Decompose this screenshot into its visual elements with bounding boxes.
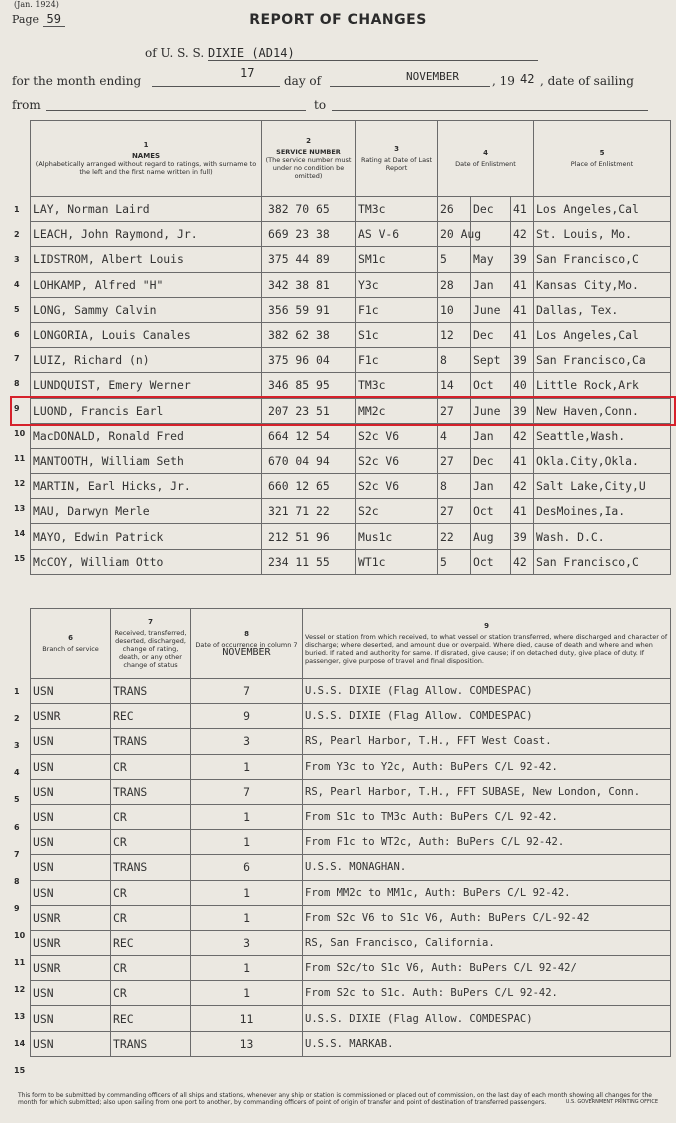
service-number-cell: 375 96 04: [262, 348, 356, 373]
day-of-label: day of: [284, 74, 322, 88]
branch-cell: USN: [31, 830, 111, 855]
service-number-cell: 321 71 22: [262, 499, 356, 524]
service-number-cell: 382 70 65: [262, 197, 356, 222]
status-row: [31, 981, 671, 1006]
name-cell: LIDSTROM, Albert Louis: [31, 247, 262, 272]
enlist-day-cell: 8: [438, 474, 471, 499]
rating-cell: Mus1c: [356, 524, 438, 549]
year-prefix: , 19: [492, 74, 515, 88]
place-cell: Salt Lake,City,U: [534, 474, 671, 499]
rating-cell: TM3c: [356, 197, 438, 222]
row-number: 14: [14, 528, 26, 538]
branch-cell: USN: [31, 754, 111, 779]
enlist-year-cell: 40: [511, 373, 534, 398]
enlist-month-cell: Sept: [471, 348, 511, 373]
enlist-year-cell: 39: [511, 524, 534, 549]
service-number-cell: 664 12 54: [262, 423, 356, 448]
date-cell: 7: [191, 679, 303, 704]
service-number-cell: 207 23 51: [262, 398, 356, 423]
status-row: [31, 830, 671, 855]
name-cell: LONGORIA, Louis Canales: [31, 322, 262, 347]
row-number: 5: [14, 795, 20, 805]
status-cell: CR: [111, 754, 191, 779]
personnel-row: [31, 348, 671, 373]
service-number-cell: 669 23 38: [262, 222, 356, 247]
date-cell: 9: [191, 704, 303, 729]
row-number: 9: [14, 404, 20, 414]
rating-cell: AS V-6: [356, 222, 438, 247]
personnel-row: [31, 272, 671, 297]
name-cell: MacDONALD, Ronald Fred: [31, 423, 262, 448]
service-number-cell: 660 12 65: [262, 474, 356, 499]
enlist-month-cell: Oct: [471, 373, 511, 398]
branch-cell: USN: [31, 880, 111, 905]
status-row: [31, 1031, 671, 1056]
place-cell: Okla.City,Okla.: [534, 448, 671, 473]
row-number: 6: [14, 329, 20, 339]
enlist-year-cell: 41: [511, 197, 534, 222]
date-cell: 1: [191, 880, 303, 905]
rating-cell: F1c: [356, 348, 438, 373]
rating-cell: MM2c: [356, 398, 438, 423]
place-cell: Dallas, Tex.: [534, 297, 671, 322]
enlist-month-cell: Dec: [471, 197, 511, 222]
enlist-year-cell: 41: [511, 272, 534, 297]
status-cell: CR: [111, 981, 191, 1006]
row-number: 8: [14, 379, 20, 389]
remarks-cell: RS, San Francisco, California.: [303, 930, 671, 955]
enlist-month-cell: Dec: [471, 322, 511, 347]
date-cell: 1: [191, 804, 303, 829]
remarks-cell: From MM2c to MM1c, Auth: BuPers C/L 92-42.: [303, 880, 671, 905]
enlistment-date-header: 4 Date of Enlistment: [438, 121, 534, 197]
row-number: 2: [14, 229, 20, 239]
name-cell: LUIZ, Richard (n): [31, 348, 262, 373]
page-number: 59: [43, 12, 65, 27]
personnel-row: [31, 297, 671, 322]
remarks-cell: From S1c to TM3c Auth: BuPers C/L 92-42.: [303, 804, 671, 829]
rating-header: 3 Rating at Date of Last Report: [356, 121, 438, 197]
service-number-header: 2 SERVICE NUMBER (The service number must under no condition be omitted): [262, 121, 356, 197]
enlist-day-cell: 5: [438, 549, 471, 574]
place-cell: Kansas City,Mo.: [534, 272, 671, 297]
remarks-cell: From S2c V6 to S1c V6, Auth: BuPers C/L-92-42: [303, 905, 671, 930]
place-cell: Los Angeles,Cal: [534, 197, 671, 222]
personnel-row: [31, 549, 671, 574]
row-number: 13: [14, 503, 26, 513]
name-cell: LONG, Sammy Calvin: [31, 297, 262, 322]
service-number-cell: 375 44 89: [262, 247, 356, 272]
enlist-day-cell: 27: [438, 398, 471, 423]
date-cell: 3: [191, 729, 303, 754]
status-change-table: [30, 608, 671, 1057]
personnel-row: [31, 423, 671, 448]
day-value: 17: [240, 66, 255, 80]
names-header: 1 NAMES (Alphabetically arranged without regard to ratings, with surname to the left and the first name written in full): [31, 121, 262, 197]
enlist-month-cell: Jan: [471, 272, 511, 297]
row-number: 7: [14, 354, 20, 364]
name-cell: LUOND, Francis Earl: [31, 398, 262, 423]
status-cell: TRANS: [111, 1031, 191, 1056]
rating-cell: S2c V6: [356, 423, 438, 448]
branch-header: 6 Branch of service: [31, 609, 111, 679]
row-number: 12: [14, 985, 26, 995]
enlist-month-cell: Aug: [471, 524, 511, 549]
row-number: 15: [14, 1066, 26, 1076]
status-row: [31, 704, 671, 729]
status-header: 7 Received, transferred, deserted, discharged, change of rating, death, or any other change of status: [111, 609, 191, 679]
from-label: from: [12, 98, 41, 112]
remarks-cell: From S2c to S1c. Auth: BuPers C/L 92-42.: [303, 981, 671, 1006]
rating-cell: S1c: [356, 322, 438, 347]
service-number-cell: 342 38 81: [262, 272, 356, 297]
enlist-month-cell: Oct: [471, 549, 511, 574]
name-cell: LEACH, John Raymond, Jr.: [31, 222, 262, 247]
status-cell: CR: [111, 880, 191, 905]
status-cell: TRANS: [111, 729, 191, 754]
row-number: 14: [14, 1039, 26, 1049]
remarks-cell: RS, Pearl Harbor, T.H., FFT West Coast.: [303, 729, 671, 754]
enlist-month-cell: Oct: [471, 499, 511, 524]
row-number: 4: [14, 768, 20, 778]
month-ending-label: for the month ending: [12, 74, 142, 88]
row-number: 10: [14, 429, 26, 439]
status-row: [31, 930, 671, 955]
row-number: 1: [14, 205, 20, 214]
date-cell: 13: [191, 1031, 303, 1056]
enlist-year-cell: 39: [511, 247, 534, 272]
name-cell: MAU, Darwyn Merle: [31, 499, 262, 524]
place-cell: St. Louis, Mo.: [534, 222, 671, 247]
enlist-day-cell: 10: [438, 297, 471, 322]
row-number: 9: [14, 903, 20, 913]
name-cell: MANTOOTH, William Seth: [31, 448, 262, 473]
to-label: to: [314, 98, 327, 112]
place-cell: San Francisco,C: [534, 549, 671, 574]
branch-cell: USN: [31, 981, 111, 1006]
status-cell: REC: [111, 1006, 191, 1031]
name-cell: McCOY, William Otto: [31, 549, 262, 574]
enlist-year-cell: 39: [511, 348, 534, 373]
personnel-row: [31, 322, 671, 347]
place-cell: DesMoines,Ia.: [534, 499, 671, 524]
personnel-table: [30, 120, 671, 575]
highlighted-row-box: [10, 396, 676, 426]
remarks-cell: From S2c/to S1c V6, Auth: BuPers C/L 92-42/: [303, 956, 671, 981]
status-row: [31, 855, 671, 880]
rating-cell: S2c V6: [356, 448, 438, 473]
enlist-month-cell: Jan: [471, 474, 511, 499]
enlist-year-cell: 42: [511, 222, 534, 247]
date-header: 8 Date of occurrence in column 7 NOVEMBER: [191, 609, 303, 679]
enlist-year-cell: 41: [511, 499, 534, 524]
place-cell: Los Angeles,Cal: [534, 322, 671, 347]
status-cell: CR: [111, 804, 191, 829]
personnel-row: [31, 524, 671, 549]
rating-cell: SM1c: [356, 247, 438, 272]
status-row: [31, 956, 671, 981]
date-cell: 3: [191, 930, 303, 955]
place-cell: New Haven,Conn.: [534, 398, 671, 423]
status-cell: TRANS: [111, 855, 191, 880]
name-cell: MAYO, Edwin Patrick: [31, 524, 262, 549]
enlist-year-cell: 42: [511, 549, 534, 574]
service-number-cell: 346 85 95: [262, 373, 356, 398]
footer-note: [18, 1092, 658, 1106]
personnel-row: [31, 373, 671, 398]
name-cell: LAY, Norman Laird: [31, 197, 262, 222]
row-number: 15: [14, 553, 26, 563]
row-number: 8: [14, 876, 20, 886]
branch-cell: USN: [31, 804, 111, 829]
place-cell: San Francisco,C: [534, 247, 671, 272]
date-cell: 1: [191, 956, 303, 981]
date-cell: 1: [191, 830, 303, 855]
rating-cell: S2c: [356, 499, 438, 524]
remarks-cell: U.S.S. DIXIE (Flag Allow. COMDESPAC): [303, 704, 671, 729]
branch-cell: USNR: [31, 930, 111, 955]
enlist-month-cell: Dec: [471, 448, 511, 473]
date-of-sailing-label: , date of sailing: [540, 74, 634, 88]
enlist-day-cell: 20 Aug: [438, 222, 471, 247]
branch-cell: USN: [31, 679, 111, 704]
row-number: 11: [14, 958, 26, 967]
place-cell: Little Rock,Ark: [534, 373, 671, 398]
status-row: [31, 880, 671, 905]
rating-cell: F1c: [356, 297, 438, 322]
status-cell: CR: [111, 905, 191, 930]
status-cell: REC: [111, 930, 191, 955]
personnel-row: [31, 197, 671, 222]
remarks-cell: From Y3c to Y2c, Auth: BuPers C/L 92-42.: [303, 754, 671, 779]
service-number-cell: 382 62 38: [262, 322, 356, 347]
status-row: [31, 804, 671, 829]
branch-cell: USN: [31, 779, 111, 804]
personnel-row: [31, 474, 671, 499]
row-number: 13: [14, 1012, 26, 1022]
personnel-row: [31, 499, 671, 524]
row-number: 6: [14, 822, 20, 832]
printer-credit: U.S. GOVERNMENT PRINTING OFFICE: [565, 1099, 658, 1105]
page-title: REPORT OF CHANGES: [249, 12, 427, 28]
service-number-cell: 234 11 55: [262, 549, 356, 574]
remarks-cell: RS, Pearl Harbor, T.H., FFT SUBASE, New London, Conn.: [303, 779, 671, 804]
enlist-year-cell: 41: [511, 448, 534, 473]
enlist-year-cell: 41: [511, 322, 534, 347]
enlist-month-cell: June: [471, 398, 511, 423]
enlist-year-cell: 42: [511, 423, 534, 448]
status-row: [31, 905, 671, 930]
enlist-day-cell: 8: [438, 348, 471, 373]
ship-line: [145, 46, 538, 61]
remarks-cell: U.S.S. MARKAB.: [303, 1031, 671, 1056]
enlist-day-cell: 28: [438, 272, 471, 297]
service-number-cell: 670 04 94: [262, 448, 356, 473]
date-cell: 1: [191, 754, 303, 779]
enlist-month-cell: June: [471, 297, 511, 322]
branch-cell: USNR: [31, 956, 111, 981]
place-cell: Seattle,Wash.: [534, 423, 671, 448]
branch-cell: USNR: [31, 704, 111, 729]
branch-cell: USN: [31, 1006, 111, 1031]
remarks-cell: U.S.S. DIXIE (Flag Allow. COMDESPAC): [303, 679, 671, 704]
status-cell: TRANS: [111, 779, 191, 804]
footer-note-text: This form to be submitted by commanding officers of all ships and stations, whenever any ship or station is commissioned or placed out of commission, on the last day of each month showing all changes for the month for which submitted; also upon sailing from one port to another, by commanding officers of point of origin of transfer and point of destination of transferred passengers.: [18, 1092, 652, 1106]
enlist-year-cell: 39: [511, 398, 534, 423]
enlist-day-cell: 12: [438, 322, 471, 347]
rating-cell: TM3c: [356, 373, 438, 398]
enlist-day-cell: 5: [438, 247, 471, 272]
row-number: 4: [14, 279, 20, 289]
status-row: [31, 1006, 671, 1031]
enlist-day-cell: 22: [438, 524, 471, 549]
vessel-header: 9 Vessel or station from which received, to what vessel or station transferred, where discharged and character of discharge; where deserted, and amount due or overpaid. Where died, cause of death and where and when buried. If rated and authority for same. If disrated, give cause; if on detached duty, give place of duty. If passenger, give purpose of travel and final disposition.: [303, 609, 671, 679]
branch-cell: USN: [31, 855, 111, 880]
rating-cell: Y3c: [356, 272, 438, 297]
status-row: [31, 729, 671, 754]
status-row: [31, 779, 671, 804]
enlist-day-cell: 27: [438, 448, 471, 473]
enlist-year-cell: 42: [511, 474, 534, 499]
status-row: [31, 679, 671, 704]
row-number: 5: [14, 304, 20, 314]
personnel-row: [31, 448, 671, 473]
row-number: 3: [14, 741, 20, 751]
row-number: 1: [14, 687, 20, 696]
remarks-cell: U.S.S. MONAGHAN.: [303, 855, 671, 880]
place-header: 5 Place of Enlistment: [534, 121, 671, 197]
rating-cell: S2c V6: [356, 474, 438, 499]
place-cell: Wash. D.C.: [534, 524, 671, 549]
enlist-day-cell: 4: [438, 423, 471, 448]
status-cell: REC: [111, 704, 191, 729]
row-number: 11: [14, 454, 26, 463]
branch-cell: USNR: [31, 905, 111, 930]
status-row: [31, 754, 671, 779]
date-cell: 6: [191, 855, 303, 880]
of-uss-label: of U. S. S.: [145, 46, 205, 60]
name-cell: MARTIN, Earl Hicks, Jr.: [31, 474, 262, 499]
enlist-day-cell: 26: [438, 197, 471, 222]
personnel-row: [31, 222, 671, 247]
row-number: 3: [14, 254, 20, 264]
service-number-cell: 356 59 91: [262, 297, 356, 322]
name-cell: LUNDQUIST, Emery Werner: [31, 373, 262, 398]
date-cell: 7: [191, 779, 303, 804]
date-cell: 1: [191, 981, 303, 1006]
form-tag: (Jan. 1924): [14, 0, 59, 9]
remarks-cell: From F1c to WT2c, Auth: BuPers C/L 92-42.: [303, 830, 671, 855]
personnel-row: [31, 247, 671, 272]
service-number-cell: 212 51 96: [262, 524, 356, 549]
row-number: 2: [14, 714, 20, 724]
status-cell: TRANS: [111, 679, 191, 704]
status-cell: CR: [111, 830, 191, 855]
row-number: 7: [14, 849, 20, 859]
place-cell: San Francisco,Ca: [534, 348, 671, 373]
date-cell: 11: [191, 1006, 303, 1031]
name-cell: LOHKAMP, Alfred "H": [31, 272, 262, 297]
enlist-year-cell: 41: [511, 297, 534, 322]
rating-cell: WT1c: [356, 549, 438, 574]
branch-cell: USN: [31, 729, 111, 754]
enlist-day-cell: 14: [438, 373, 471, 398]
row-number: 10: [14, 930, 26, 940]
date-cell: 1: [191, 905, 303, 930]
year-value: 42: [520, 72, 535, 86]
enlist-month-cell: Jan: [471, 423, 511, 448]
page-label-text: Page: [12, 13, 40, 26]
enlist-day-cell: 27: [438, 499, 471, 524]
ship-name: DIXIE (AD14): [208, 46, 538, 61]
remarks-cell: U.S.S. DIXIE (Flag Allow. COMDESPAC): [303, 1006, 671, 1031]
branch-cell: USN: [31, 1031, 111, 1056]
status-cell: CR: [111, 956, 191, 981]
month-value: NOVEMBER: [406, 70, 459, 83]
enlist-month-cell: May: [471, 247, 511, 272]
row-number: 12: [14, 478, 26, 488]
